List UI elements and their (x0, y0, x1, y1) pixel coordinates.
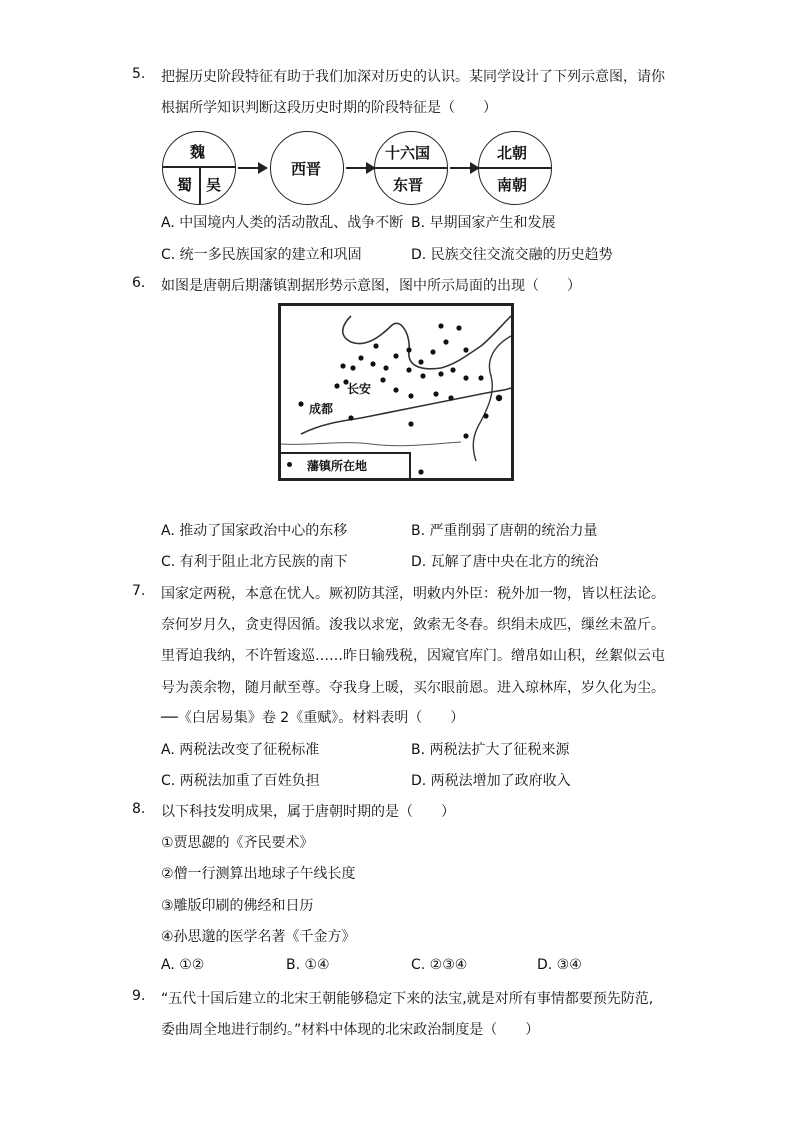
list-item: ③雕版印刷的佛经和日历 (161, 898, 314, 914)
option-a[interactable]: A. 推动了国家政治中心的东移 (161, 523, 348, 539)
question-text: ──《白居易集》卷 2《重赋》。材料表明（ ） (161, 710, 465, 726)
question-number: 5. (132, 66, 146, 82)
list-item: ①贾思勰的《齐民要术》 (161, 835, 314, 851)
question-text: 委曲周全地进行制约。”材料中体现的北宋政治制度是（ ） (161, 1022, 540, 1038)
option-d[interactable]: D. ③④ (537, 957, 582, 973)
option-d[interactable]: D. 两税法增加了政府收入 (411, 773, 571, 789)
option-a[interactable]: A. ①② (161, 957, 205, 973)
question-text: 把握历史阶段特征有助于我们加深对历史的认识。某同学设计了下列示意图，请你 (161, 69, 665, 85)
arrow-right-icon (258, 162, 268, 174)
label-nanchao: 南朝 (497, 176, 528, 194)
label-beichao: 北朝 (497, 144, 528, 162)
option-b[interactable]: B. ①④ (286, 957, 330, 973)
label-dongjin: 东晋 (393, 176, 424, 194)
circle-shiliuguo-dongjin (374, 131, 448, 205)
question-number: 8. (132, 801, 146, 817)
question-text: 以下科技发明成果，属于唐朝时期的是（ ） (161, 804, 455, 820)
option-b[interactable]: B. 严重削弱了唐朝的统治力量 (411, 523, 598, 539)
legend-label: 藩镇所在地 (307, 459, 368, 473)
option-a[interactable]: A. 两税法改变了征税标准 (161, 742, 320, 758)
label-changan: 长安 (347, 382, 372, 396)
label-shu: 蜀 (177, 176, 193, 194)
label-chengdu: 成都 (309, 402, 334, 416)
option-d[interactable]: D. 民族交往交流交融的历史趋势 (411, 247, 613, 263)
circle-xijin (270, 131, 344, 205)
label-xijin: 西晋 (291, 160, 322, 178)
legend-dot-icon (287, 462, 292, 467)
question-text: 里胥迫我纳，不许暂逡巡……昨日输残税，因窥官库门。缯帛如山积，丝絮似云屯 (161, 648, 665, 664)
label-wu: 吴 (206, 176, 222, 194)
label-shiliuguo: 十六国 (385, 144, 431, 162)
list-item: ④孙思邈的医学名著《千金方》 (161, 929, 356, 945)
question-text: 根据所学知识判断这段历史时期的阶段特征是（ ） (161, 100, 497, 116)
arrow-line (450, 167, 472, 169)
option-c[interactable]: C. 有利于阻止北方民族的南下 (161, 554, 348, 570)
question-text: 如图是唐朝后期藩镇割据形势示意图，图中所示局面的出现（ ） (161, 278, 581, 294)
label-wei: 魏 (190, 143, 206, 161)
option-d[interactable]: D. 瓦解了唐中央在北方的统治 (411, 554, 599, 570)
question-text: 国家定两税，本意在忧人。厥初防其淫，明敕内外臣：税外加一物，皆以枉法论。 (161, 586, 665, 602)
circle-beichao-nanchao (478, 131, 552, 205)
circle-wei-shu-wu (162, 131, 236, 205)
question-text: 奈何岁月久，贪吏得因循。浚我以求宠，敛索无冬春。织绢未成匹，缫丝未盈斤。 (161, 617, 665, 633)
map-legend (281, 452, 411, 478)
list-item: ②僧一行测算出地球子午线长度 (161, 866, 356, 882)
option-c[interactable]: C. 两税法加重了百姓负担 (161, 773, 320, 789)
question-number: 9. (132, 988, 146, 1004)
option-b[interactable]: B. 早期国家产生和发展 (411, 215, 556, 231)
option-c[interactable]: C. 统一多民族国家的建立和巩固 (161, 247, 362, 263)
option-a[interactable]: A. 中国境内人类的活动散乱、战争不断 (161, 215, 404, 231)
question-number: 6. (132, 275, 146, 291)
question-number: 7. (132, 583, 146, 599)
option-b[interactable]: B. 两税法扩大了征税来源 (411, 742, 570, 758)
arrow-line (346, 167, 368, 169)
option-c[interactable]: C. ②③④ (411, 957, 468, 973)
tang-fanzhen-map (278, 303, 514, 481)
question-text: “五代十国后建立的北宋王朝能够稳定下来的法宝,就是对所有事情都要预先防范, (161, 991, 654, 1007)
arrow-line (238, 167, 260, 169)
question-text: 号为羡余物，随月献至尊。夺我身上暖，买尔眼前恩。进入琼林库，岁久化为尘。 (161, 680, 665, 696)
